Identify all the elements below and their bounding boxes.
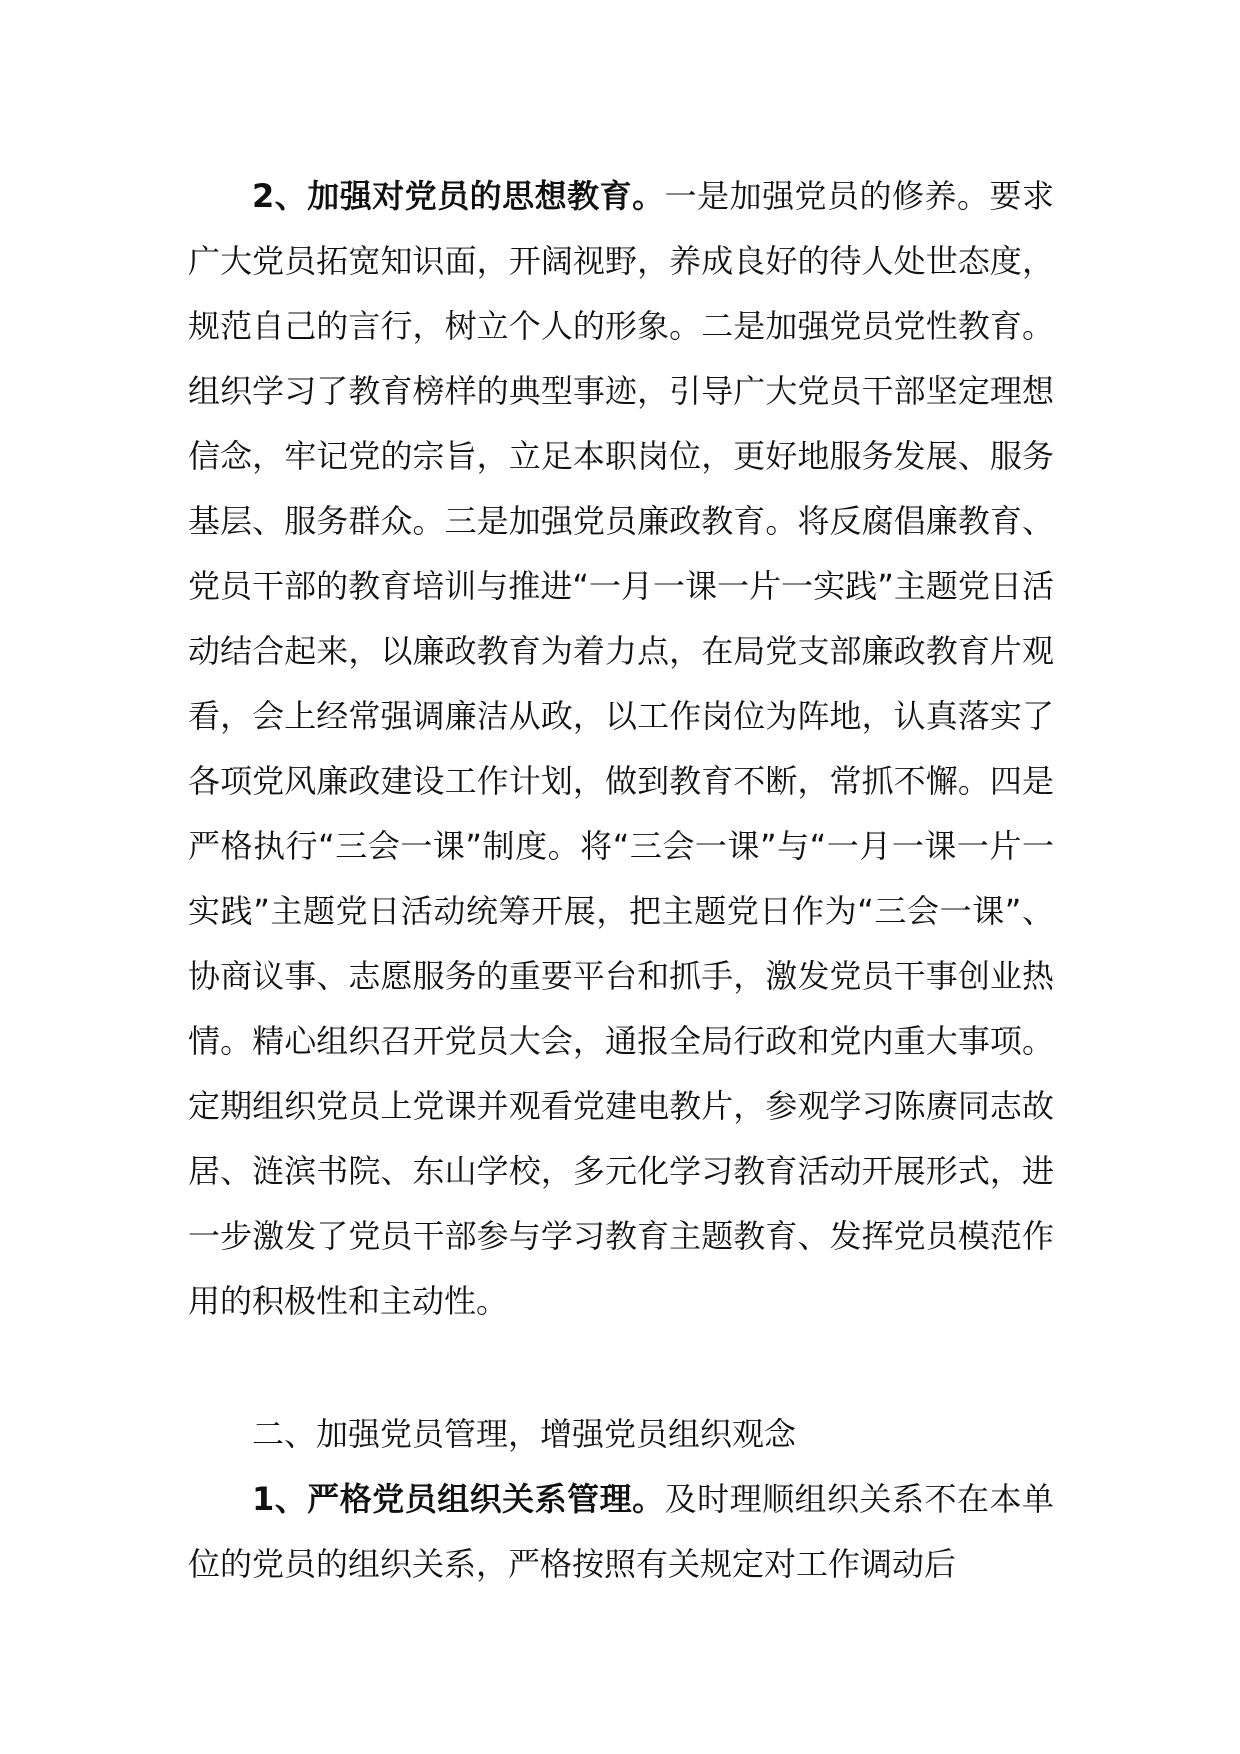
section-title-party-member-management: 二、加强党员管理，增强党员组织观念 bbox=[252, 1415, 797, 1453]
paragraph-heading: 1、严格党员组织关系管理。 bbox=[252, 1480, 665, 1518]
paragraph-body: 及时理顺组织关系不在本单位的党员的组织关系，严格按照有关规定对工作调动后 bbox=[188, 1480, 1054, 1583]
paragraph-ideological-education bbox=[188, 164, 1054, 1334]
paragraph-body: 一是加强党员的修养。要求广大党员拓宽知识面，开阔视野，养成良好的待人处世态度，规范自己的言行，树立个人的形象。二是加强党员党性教育。组织学习了教育榜样的典型事迹，引导广大党员干部坚定理想信念，牢记党的宗旨，立足本职岗位，更好地服务发展、服务基层、服务群众。三是加强党员廉政教育。将反腐倡廉教育、党员干部的教育培训与推进“一月一课一片一实践”主题党日活动结合起来，以廉政教育为着力点，在局党支部廉政教育片观看，会上经常强调廉洁从政，以工作岗位为阵地，认真落实了各项党风廉政建设工作计划，做到教育不断，常抓不懈。四是严格执行“三会一课”制度。将“三会一课”与“一月一课一片一实践”主题党日活动统筹开展，把主题党日作为“三会一课”、协商议事、志愿服务的重要平台和抓手，激发党员干事创业热情。精心组织召开党员大会，通报全局行政和党内重大事项。定期组织党员上党课并观看党建电教片，参观学习陈赓同志故居、涟滨书院、东山学校，多元化学习教育活动开展形式，进一步激发了党员干部参与学习教育主题教育、发挥党员模范作用的积极性和主动性。 bbox=[188, 177, 1054, 1320]
paragraph-organizational-relations bbox=[188, 1467, 1054, 1597]
paragraph-heading: 2、加强对党员的思想教育。 bbox=[252, 177, 665, 215]
